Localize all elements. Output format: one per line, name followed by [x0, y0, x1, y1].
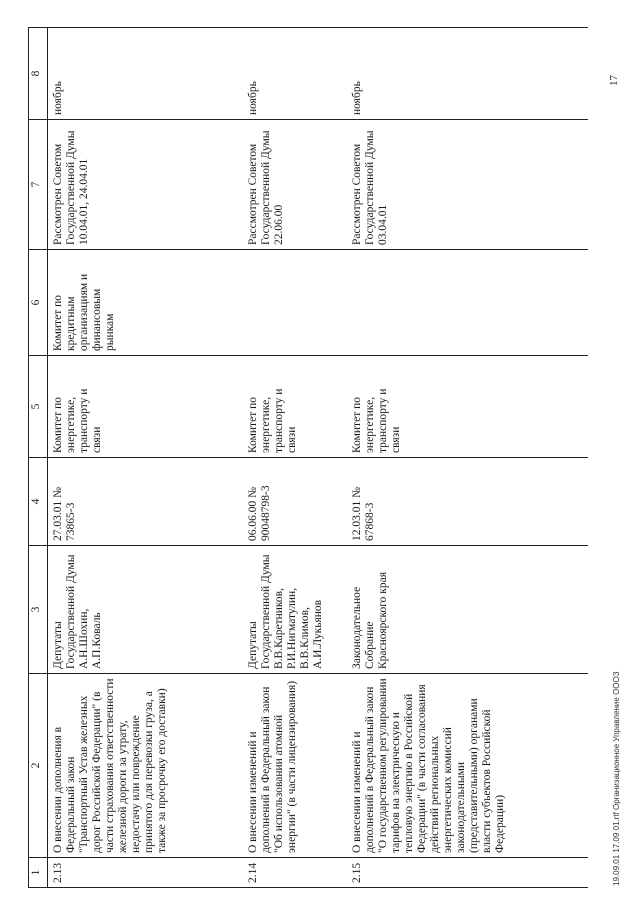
row-number: 2.14	[244, 858, 348, 888]
initiator: Депутаты Государственной Думы А.Н.Шохин, А.П.Коваль	[48, 546, 244, 674]
planned-month: ноябрь	[348, 28, 588, 120]
responsible-committee: Комитет по энергетике, транспорту и связи	[348, 356, 588, 458]
col-header-7: 7	[29, 120, 48, 250]
table-row	[48, 28, 244, 888]
bill-title: О внесении изменений и дополнений в Федеральный закон "О государственном регулировании тарифов на электрическую и тепловую энергию в Российской Федерации" (в части согласования действий региональных энергетических комиссий законодательными (представительными) органами власти субъектов Российской Федерации)	[348, 674, 588, 858]
planned-month: ноябрь	[48, 28, 244, 120]
bill-title: О внесении изменений и дополнений в Федеральный закон "Об использовании атомной энергии" (в части лицензирования)	[244, 674, 348, 858]
registration-date-number: 06.06.00 № 90048798-3	[244, 458, 348, 546]
responsible-committee: Комитет по энергетике, транспорту и связи	[48, 356, 244, 458]
col-header-1: 1	[29, 858, 48, 888]
co-executor-committee: Комитет по кредитным организациям и финансовым рынкам	[48, 250, 244, 356]
col-header-6: 6	[29, 250, 48, 356]
registration-date-number: 27.03.01 № 73865-3	[48, 458, 244, 546]
planned-month: ноябрь	[244, 28, 348, 120]
bill-title: О внесении дополнения в Федеральный закон "Транспортный Устав железных дорог Российской Федерации" (в части страхования ответственности железной дороги за утрату, недостачу или повреждение принятого для перевозки груза, а также за просрочку его доставки)	[48, 674, 244, 858]
col-header-8: 8	[29, 28, 48, 120]
responsible-committee: Комитет по энергетике, транспорту и связи	[244, 356, 348, 458]
initiator: Депутаты Государственной Думы В.В.Каретников, Р.И.Нигматулин, В.В.Климов, А.И.Лукьянов	[244, 546, 348, 674]
review-status: Рассмотрен Советом Государственной Думы 22.06.00	[244, 120, 348, 250]
col-header-5: 5	[29, 356, 48, 458]
review-status: Рассмотрен Советом Государственной Думы 03.04.01	[348, 120, 588, 250]
page-number: 17	[608, 75, 620, 86]
table-row	[244, 28, 348, 888]
row-number: 2.15	[348, 858, 588, 888]
co-executor-committee	[244, 250, 348, 356]
initiator: Законодательное Собрание Красноярского края	[348, 546, 588, 674]
registration-date-number: 12.03.01 № 67868-3	[348, 458, 588, 546]
column-number-row	[29, 28, 48, 888]
row-number: 2.13	[48, 858, 244, 888]
bills-table	[28, 27, 588, 888]
co-executor-committee	[348, 250, 588, 356]
col-header-2: 2	[29, 674, 48, 858]
col-header-3: 3	[29, 546, 48, 674]
col-header-4: 4	[29, 458, 48, 546]
table-row	[348, 28, 588, 888]
review-status: Рассмотрен Советом Государственной Думы 10.04.01, 24.04.01	[48, 120, 244, 250]
footer-file-info: 19.09.01 17.09 01.rtf Организационное Управление ОООЗ	[612, 671, 621, 886]
